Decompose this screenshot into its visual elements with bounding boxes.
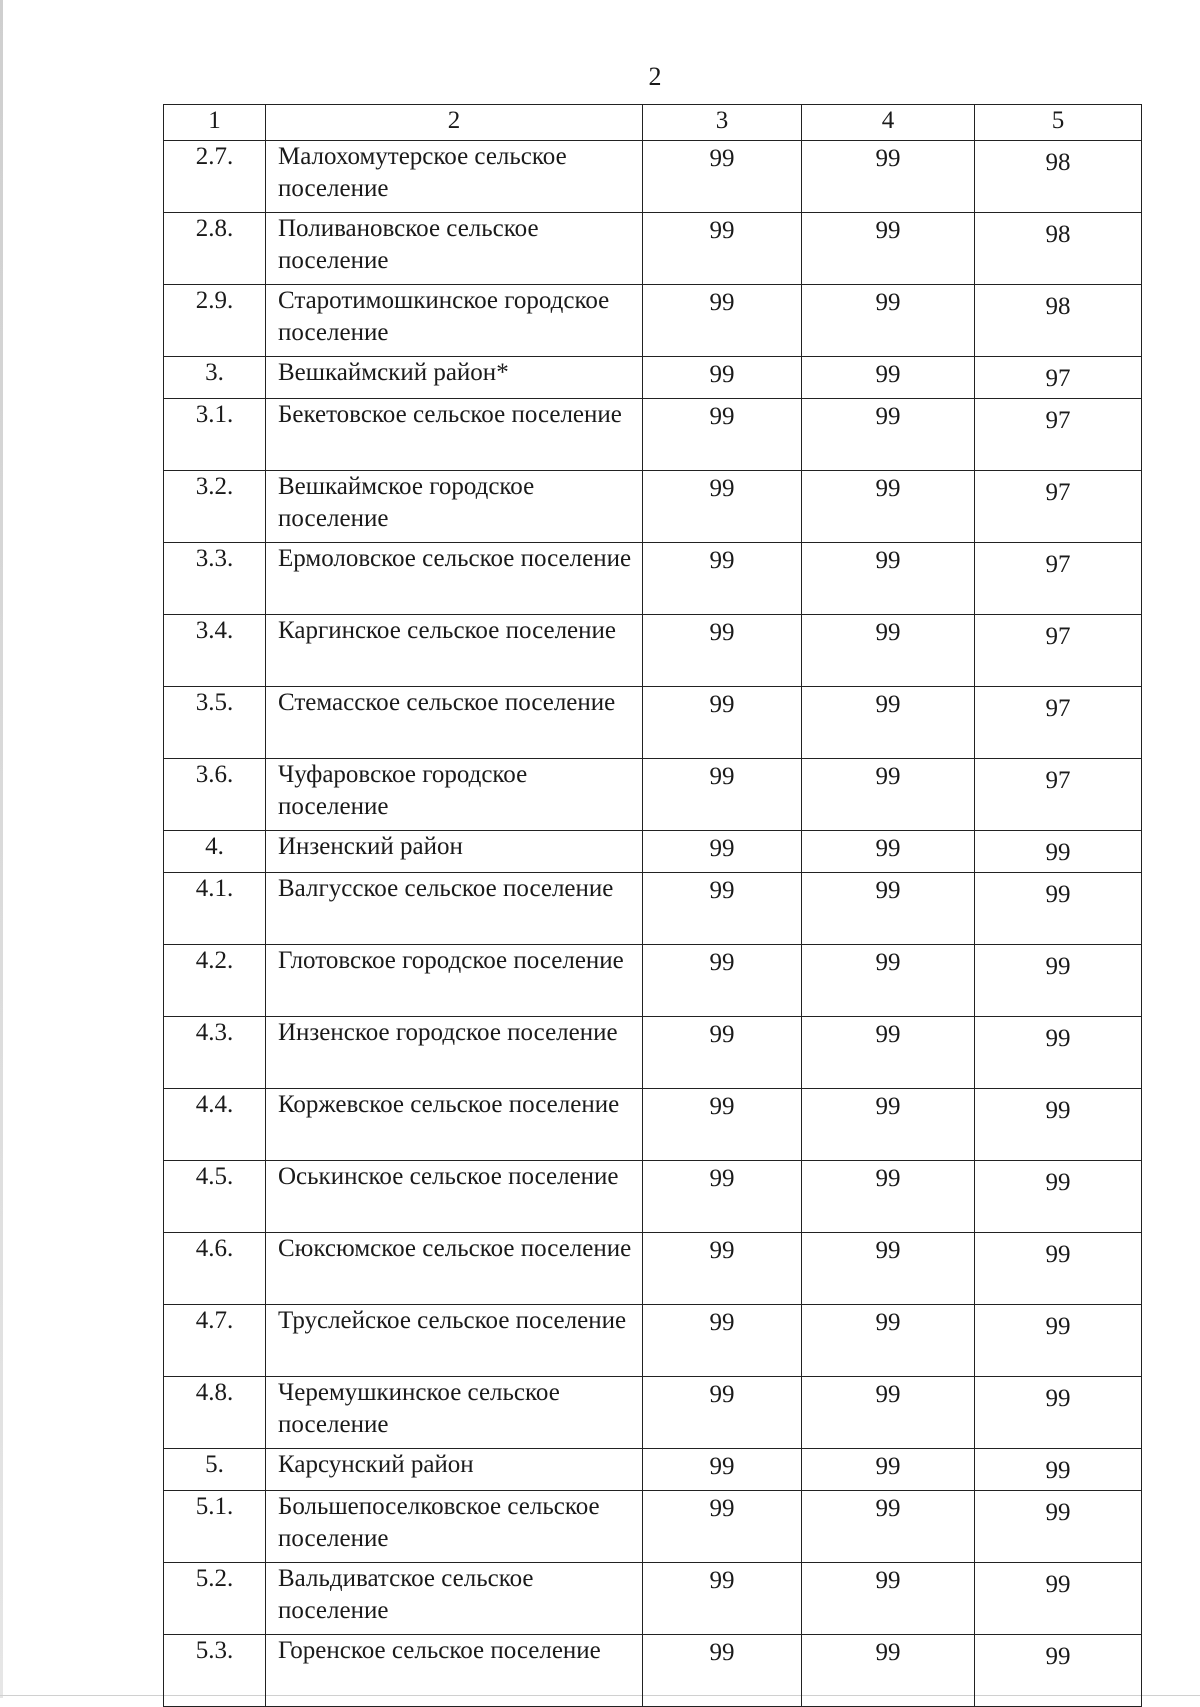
settlement-name-cell: Коржевское сельское поселение (266, 1089, 643, 1161)
table-row (164, 1377, 1142, 1449)
row-number-cell: 4.1. (164, 873, 266, 945)
row-number-cell: 3. (164, 357, 266, 399)
row-number-cell: 5.1. (164, 1491, 266, 1563)
scan-left-edge (0, 0, 3, 1698)
page-number: 2 (648, 62, 662, 91)
row-number-cell: 5. (164, 1449, 266, 1491)
settlement-name-cell: Труслейское сельское поселение (266, 1305, 643, 1377)
settlements-table-container (163, 104, 1141, 1707)
table-row (164, 1017, 1142, 1089)
settlement-name-cell: Глотовское городское поселение (266, 945, 643, 1017)
value-cell-col3: 99 (643, 759, 802, 831)
value-cell-col4: 99 (802, 141, 975, 213)
value-cell-col3: 99 (643, 1233, 802, 1305)
row-number-cell: 4.6. (164, 1233, 266, 1305)
settlement-name-cell: Бекетовское сельское поселение (266, 399, 643, 471)
header-cell-2: 2 (266, 105, 643, 141)
value-cell-col5: 98 (975, 141, 1142, 213)
value-cell-col5: 99 (975, 1635, 1142, 1707)
value-cell-col3: 99 (643, 1449, 802, 1491)
value-cell-col4: 99 (802, 945, 975, 1017)
settlement-name-cell: Поливановское сельское поселение (266, 213, 643, 285)
settlement-name-cell: Сюксюмское сельское поселение (266, 1233, 643, 1305)
value-cell-col5: 97 (975, 399, 1142, 471)
row-number-cell: 2.7. (164, 141, 266, 213)
value-cell-col4: 99 (802, 1449, 975, 1491)
value-cell-col4: 99 (802, 285, 975, 357)
table-row (164, 141, 1142, 213)
value-cell-col5: 99 (975, 1233, 1142, 1305)
value-cell-col4: 99 (802, 1305, 975, 1377)
value-cell-col5: 99 (975, 1089, 1142, 1161)
row-number-cell: 4.7. (164, 1305, 266, 1377)
table-row (164, 399, 1142, 471)
settlement-name-cell: Оськинское сельское поселение (266, 1161, 643, 1233)
header-cell-5: 5 (975, 105, 1142, 141)
value-cell-col4: 99 (802, 543, 975, 615)
header-cell-4: 4 (802, 105, 975, 141)
table-row (164, 1449, 1142, 1491)
value-cell-col5: 99 (975, 1017, 1142, 1089)
header-cell-1: 1 (164, 105, 266, 141)
table-body (164, 105, 1142, 1707)
value-cell-col4: 99 (802, 687, 975, 759)
value-cell-col3: 99 (643, 399, 802, 471)
settlement-name-cell: Старотимошкинское городское поселение (266, 285, 643, 357)
row-number-cell: 4.2. (164, 945, 266, 1017)
settlement-name-cell: Инзенский район (266, 831, 643, 873)
table-row (164, 1491, 1142, 1563)
value-cell-col4: 99 (802, 1491, 975, 1563)
value-cell-col4: 99 (802, 213, 975, 285)
settlement-name-cell: Карсунский район (266, 1449, 643, 1491)
table-row (164, 543, 1142, 615)
row-number-cell: 3.5. (164, 687, 266, 759)
table-row (164, 1233, 1142, 1305)
value-cell-col5: 97 (975, 357, 1142, 399)
value-cell-col5: 97 (975, 759, 1142, 831)
value-cell-col5: 97 (975, 471, 1142, 543)
settlement-name-cell: Малохомутерское сельское поселение (266, 141, 643, 213)
value-cell-col4: 99 (802, 471, 975, 543)
table-row (164, 615, 1142, 687)
settlement-name-cell: Каргинское сельское поселение (266, 615, 643, 687)
table-row (164, 1161, 1142, 1233)
table-row (164, 687, 1142, 759)
table-row (164, 759, 1142, 831)
value-cell-col3: 99 (643, 615, 802, 687)
value-cell-col5: 99 (975, 1305, 1142, 1377)
row-number-cell: 3.1. (164, 399, 266, 471)
row-number-cell: 3.4. (164, 615, 266, 687)
settlement-name-cell: Чуфаровское городское поселение (266, 759, 643, 831)
value-cell-col4: 99 (802, 1233, 975, 1305)
value-cell-col5: 99 (975, 873, 1142, 945)
value-cell-col3: 99 (643, 873, 802, 945)
row-number-cell: 5.2. (164, 1563, 266, 1635)
settlement-name-cell: Вешкаймское городское поселение (266, 471, 643, 543)
value-cell-col3: 99 (643, 285, 802, 357)
value-cell-col4: 99 (802, 1089, 975, 1161)
value-cell-col5: 98 (975, 213, 1142, 285)
settlement-name-cell: Вальдиватское сельское поселение (266, 1563, 643, 1635)
value-cell-col3: 99 (643, 1635, 802, 1707)
value-cell-col3: 99 (643, 1017, 802, 1089)
table-row (164, 873, 1142, 945)
settlement-name-cell: Инзенское городское поселение (266, 1017, 643, 1089)
settlement-name-cell: Валгусское сельское поселение (266, 873, 643, 945)
row-number-cell: 3.6. (164, 759, 266, 831)
value-cell-col3: 99 (643, 357, 802, 399)
value-cell-col4: 99 (802, 615, 975, 687)
value-cell-col3: 99 (643, 945, 802, 1017)
value-cell-col4: 99 (802, 1161, 975, 1233)
value-cell-col4: 99 (802, 399, 975, 471)
table-row (164, 1305, 1142, 1377)
table-row (164, 285, 1142, 357)
table-row (164, 831, 1142, 873)
value-cell-col5: 97 (975, 687, 1142, 759)
value-cell-col5: 99 (975, 1377, 1142, 1449)
value-cell-col4: 99 (802, 357, 975, 399)
value-cell-col5: 98 (975, 285, 1142, 357)
table-row (164, 471, 1142, 543)
value-cell-col3: 99 (643, 1305, 802, 1377)
row-number-cell: 3.3. (164, 543, 266, 615)
table-row (164, 1089, 1142, 1161)
table-row (164, 357, 1142, 399)
settlement-name-cell: Черемушкинское сельское поселение (266, 1377, 643, 1449)
settlement-name-cell: Большепоселковское сельское поселение (266, 1491, 643, 1563)
value-cell-col3: 99 (643, 1491, 802, 1563)
value-cell-col5: 99 (975, 945, 1142, 1017)
value-cell-col3: 99 (643, 471, 802, 543)
value-cell-col4: 99 (802, 1377, 975, 1449)
value-cell-col3: 99 (643, 141, 802, 213)
table-row (164, 945, 1142, 1017)
value-cell-col5: 99 (975, 1563, 1142, 1635)
value-cell-col4: 99 (802, 759, 975, 831)
row-number-cell: 4.5. (164, 1161, 266, 1233)
value-cell-col3: 99 (643, 1377, 802, 1449)
value-cell-col5: 97 (975, 615, 1142, 687)
settlement-name-cell: Стемасское сельское поселение (266, 687, 643, 759)
value-cell-col3: 99 (643, 213, 802, 285)
settlement-name-cell: Вешкаймский район* (266, 357, 643, 399)
row-number-cell: 4.3. (164, 1017, 266, 1089)
value-cell-col3: 99 (643, 1089, 802, 1161)
row-number-cell: 2.8. (164, 213, 266, 285)
value-cell-col4: 99 (802, 1635, 975, 1707)
row-number-cell: 4.8. (164, 1377, 266, 1449)
row-number-cell: 3.2. (164, 471, 266, 543)
value-cell-col4: 99 (802, 1017, 975, 1089)
table-row (164, 1563, 1142, 1635)
value-cell-col3: 99 (643, 831, 802, 873)
table-row (164, 213, 1142, 285)
settlements-table (163, 104, 1142, 1707)
value-cell-col3: 99 (643, 543, 802, 615)
value-cell-col4: 99 (802, 1563, 975, 1635)
value-cell-col5: 99 (975, 1491, 1142, 1563)
value-cell-col4: 99 (802, 831, 975, 873)
settlement-name-cell: Ермоловское сельское поселение (266, 543, 643, 615)
header-cell-3: 3 (643, 105, 802, 141)
value-cell-col5: 97 (975, 543, 1142, 615)
table-row (164, 1635, 1142, 1707)
row-number-cell: 4. (164, 831, 266, 873)
row-number-cell: 5.3. (164, 1635, 266, 1707)
value-cell-col3: 99 (643, 1161, 802, 1233)
value-cell-col5: 99 (975, 1161, 1142, 1233)
value-cell-col3: 99 (643, 1563, 802, 1635)
row-number-cell: 2.9. (164, 285, 266, 357)
value-cell-col5: 99 (975, 1449, 1142, 1491)
value-cell-col3: 99 (643, 687, 802, 759)
row-number-cell: 4.4. (164, 1089, 266, 1161)
settlement-name-cell: Горенское сельское поселение (266, 1635, 643, 1707)
value-cell-col4: 99 (802, 873, 975, 945)
value-cell-col5: 99 (975, 831, 1142, 873)
table-header-row (164, 105, 1142, 141)
